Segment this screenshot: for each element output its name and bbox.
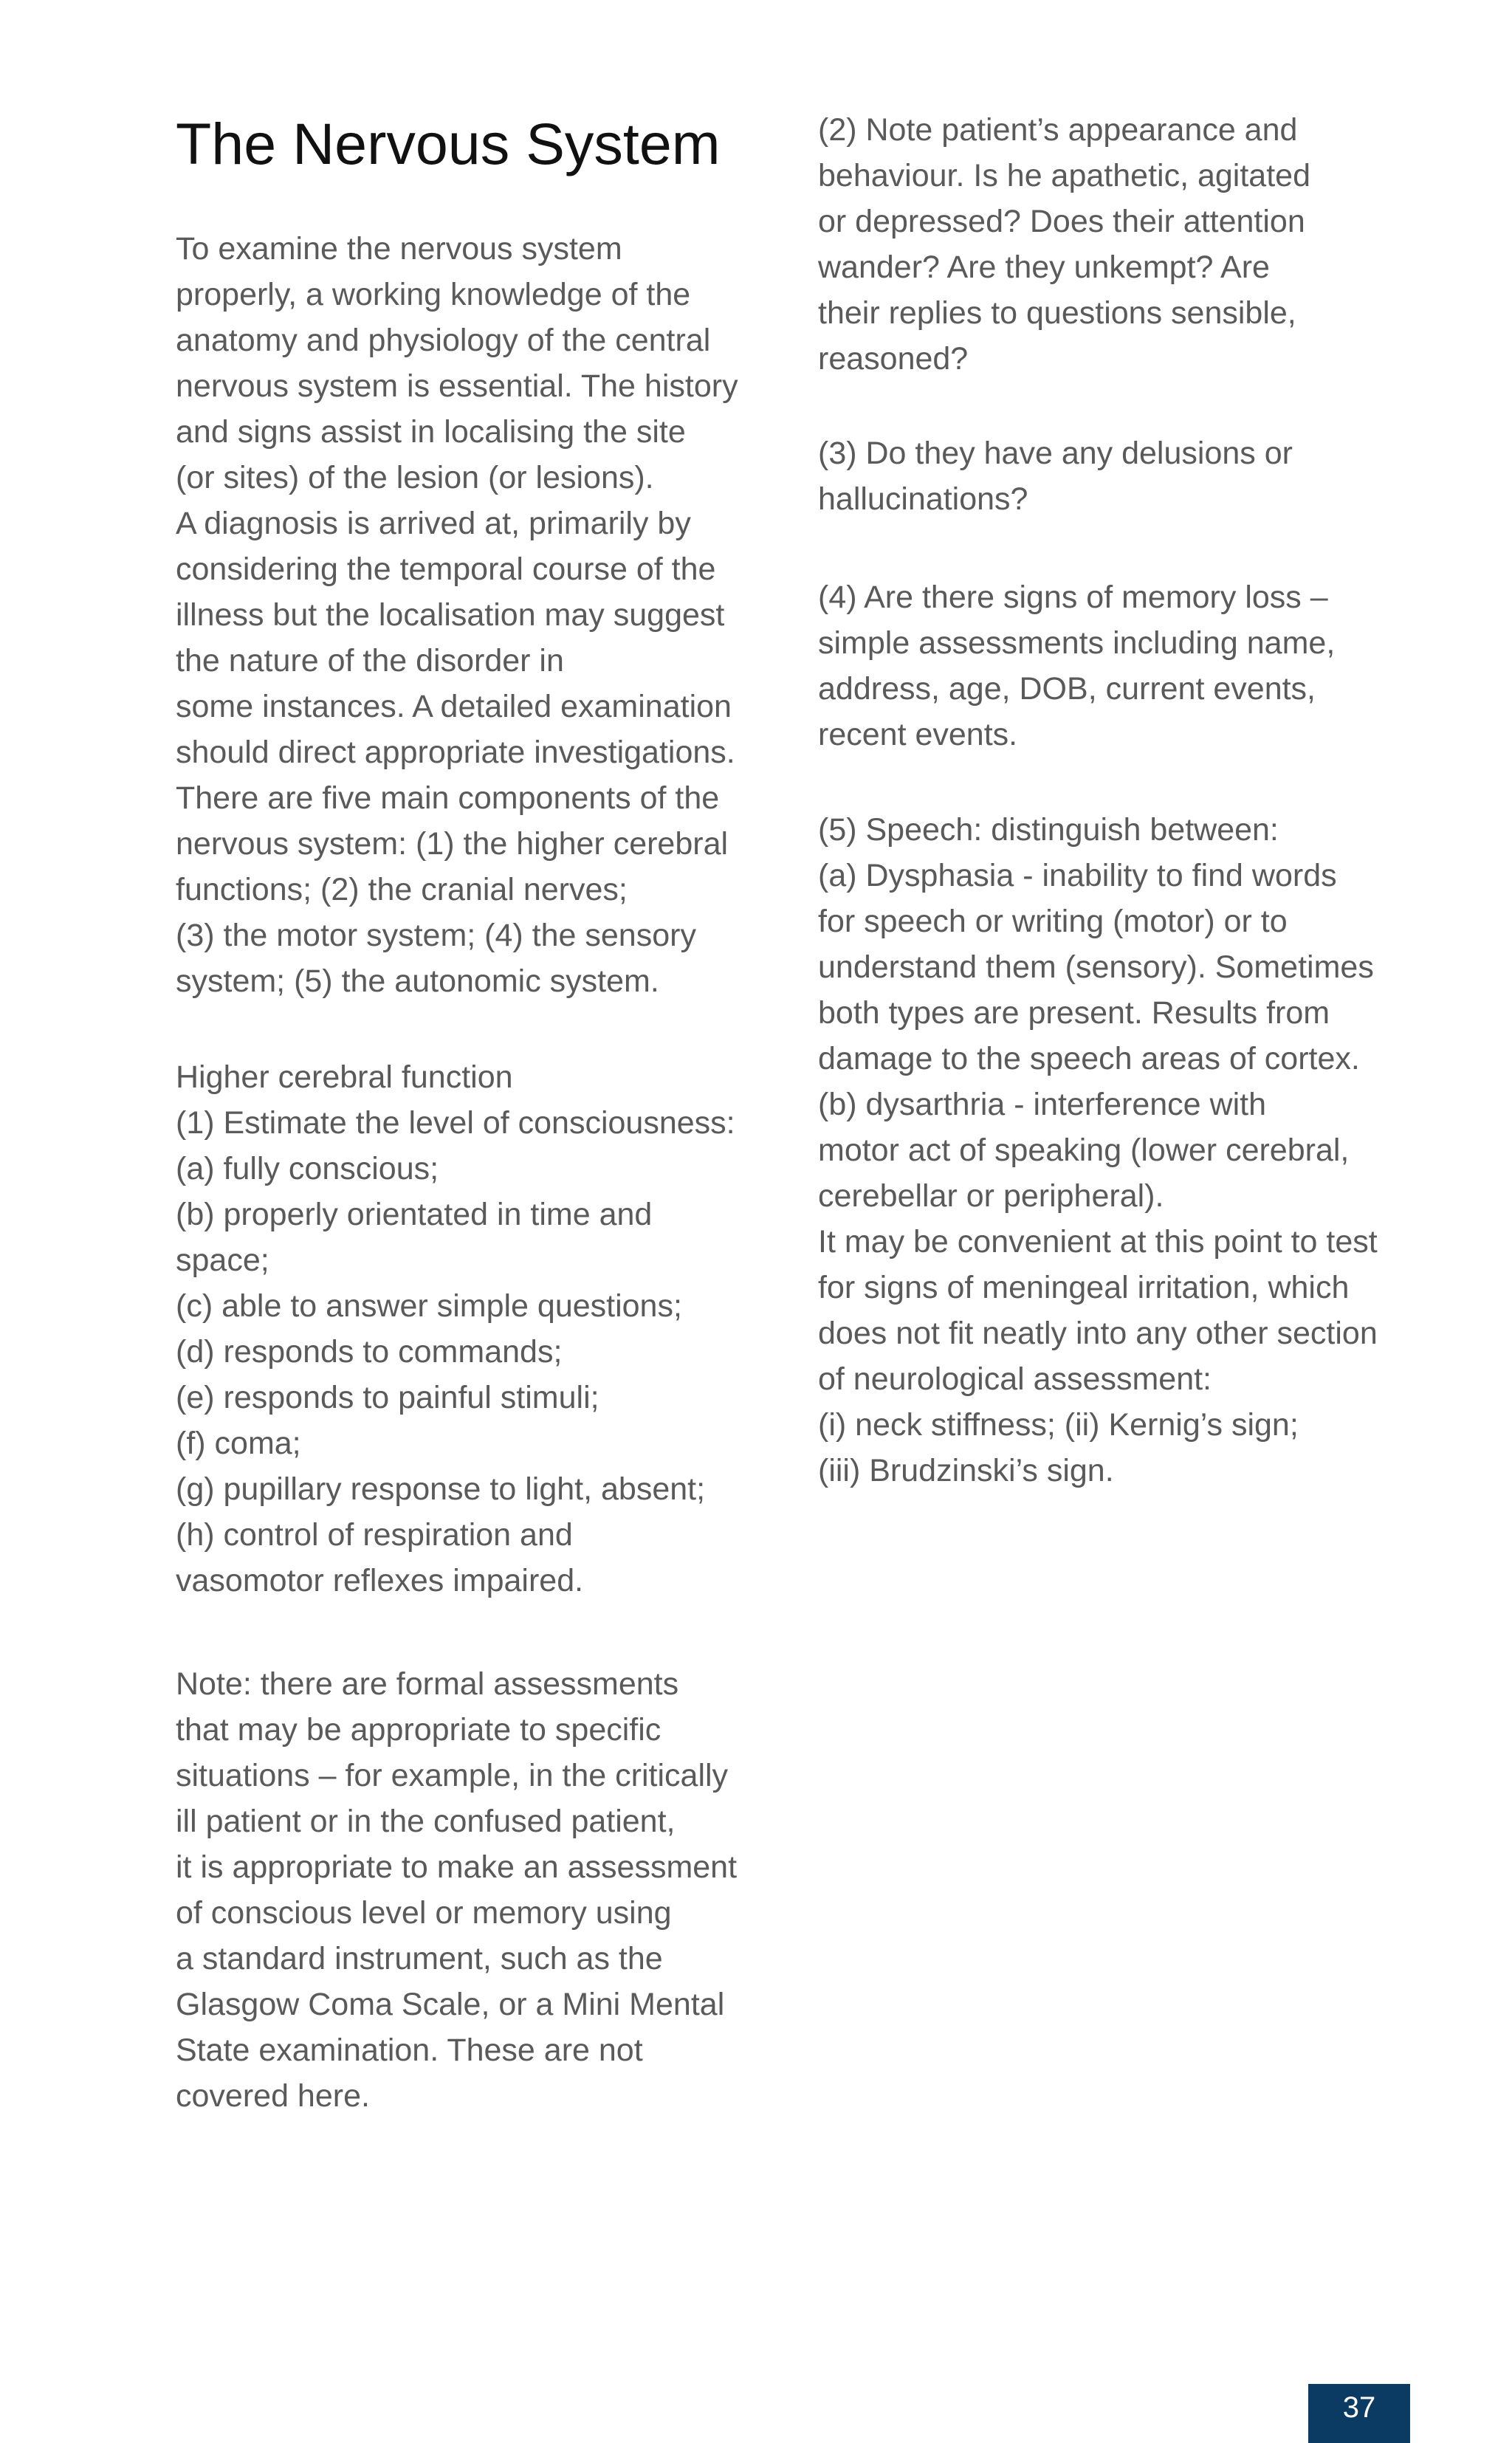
page-number: 37 (1342, 2391, 1376, 2424)
memory-loss-item: (4) Are there signs of memory loss – simple assessments including name, address, age, DOB, current events, recent events. (818, 580, 1336, 752)
formal-assessments-note: Note: there are formal assessments that may be appropriate to specific situations – for example, in the critically ill patient or in the confused patient, it is appropriate to make an assessment of conscious level or memory using a standard instrument, such as the Glasgow Coma Scale, or a Mini Mental State examination. These are not covered here. (176, 1666, 738, 2114)
page-title: The Nervous System (176, 111, 721, 176)
intro-paragraph: To examine the nervous system properly, a working knowledge of the anatomy and physiology of the central nervous system is essential. The history and signs assist in localising the site (or sites) of the lesion (or lesions). A diagnosis is arrived at, primarily by considering the temporal course of the illness but the localisation may suggest the nature of the disorder in some instances. A detailed examination should direct appropriate investigations. There are five main components of the nervous system: (1) the higher cerebral functions; (2) the cranial nerves; (3) the motor system; (4) the sensory system; (5) the autonomic system. (176, 231, 738, 999)
left-column (176, 0, 781, 2114)
higher-cerebral-function-section: Higher cerebral function (1) Estimate the level of consciousness: (a) fully conscious; (b) properly orientated in time and space; (c) able to answer simple questions; (d) responds to commands; (e) responds to painful stimuli; (f) coma; (g) pupillary response to light, absent; (h) control of respiration and vasomotor reflexes impaired. (176, 1059, 735, 1598)
delusions-item: (3) Do they have any delusions or hallucinations? (818, 436, 1293, 517)
page-number-badge (1308, 2384, 1410, 2443)
right-column (818, 0, 1438, 1488)
appearance-behaviour-item: (2) Note patient’s appearance and behaviour. Is he apathetic, agitated or depressed? Does their attention wander? Are they unkempt? Are their replies to questions sensible, reasoned? (818, 112, 1310, 377)
speech-item: (5) Speech: distinguish between: (a) Dysphasia - inability to find words for speech or writing (motor) or to understand them (sensory). Sometimes both types are present. Results from damage to the speech areas of cortex. (b) dysarthria - interference with motor act of speaking (lower cerebral, cerebellar or peripheral). It may be convenient at this point to test for signs of meningeal irritation, which does not fit neatly into any other section of neurological assessment: (i) neck stiffness; (ii) Kernig’s sign; (iii) Brudzinski’s sign. (818, 812, 1378, 1488)
